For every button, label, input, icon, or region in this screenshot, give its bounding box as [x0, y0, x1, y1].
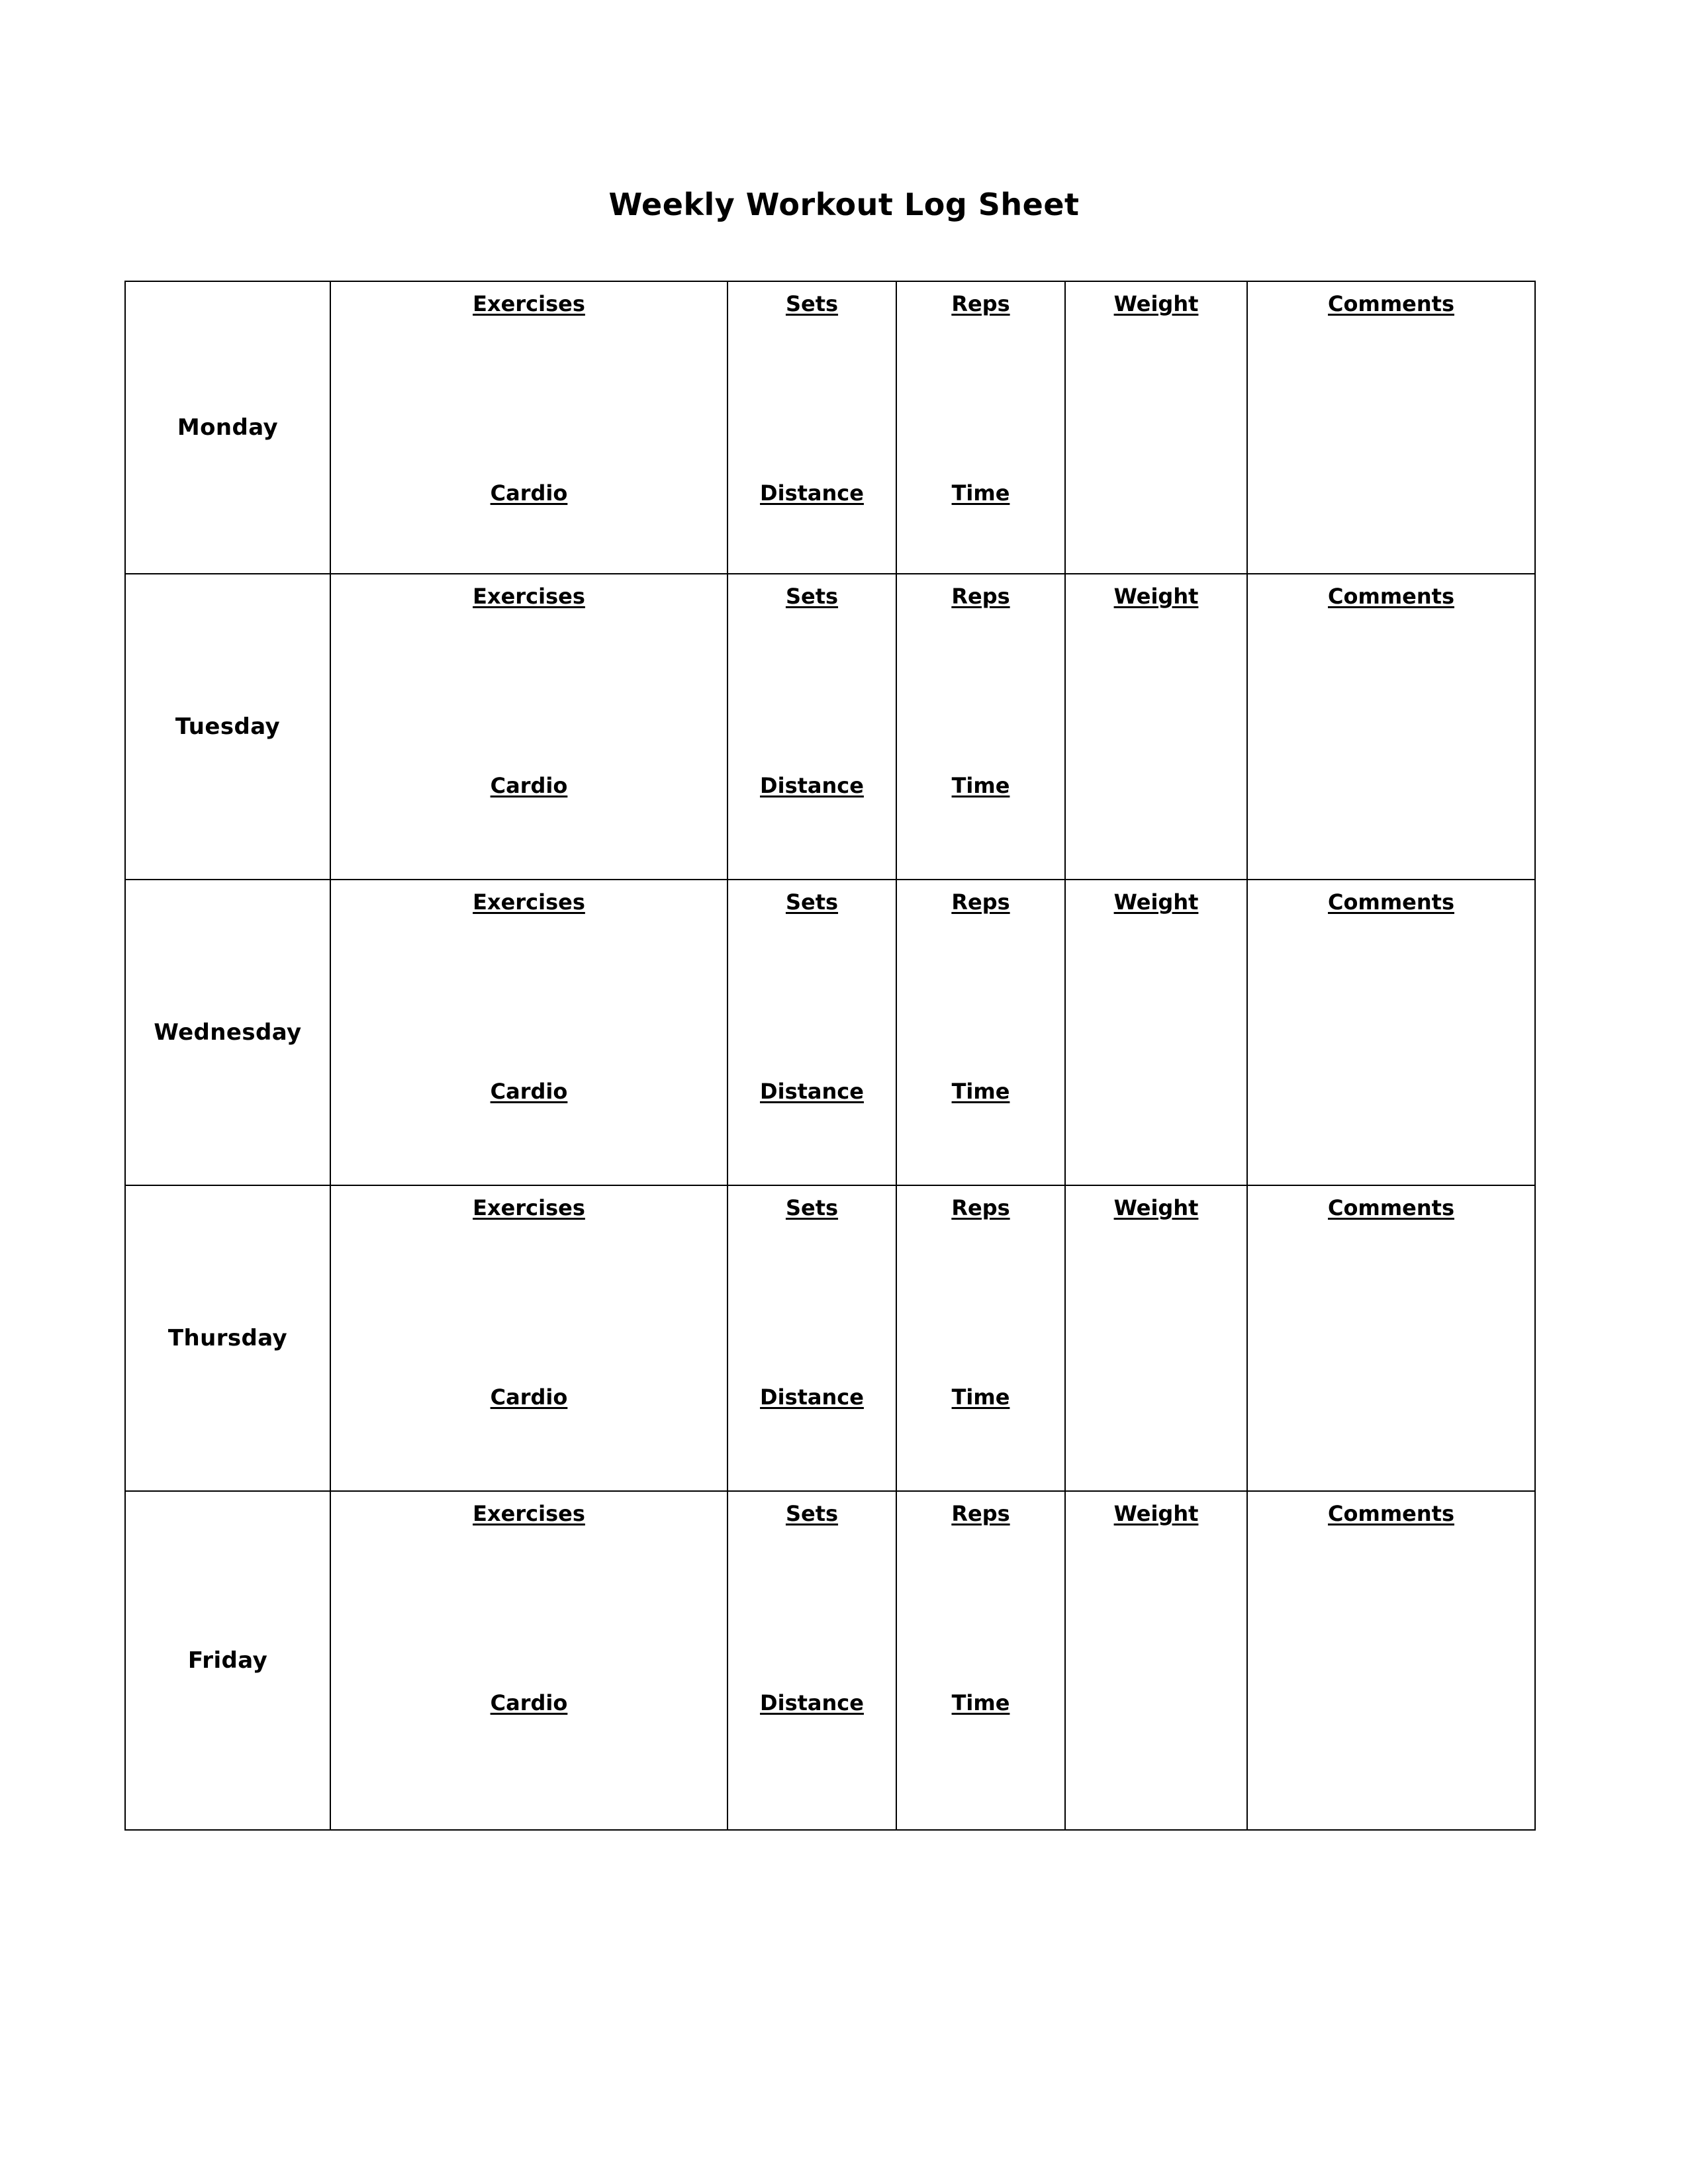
day-label: Tuesday: [175, 713, 281, 740]
column-header-time: Time: [951, 1079, 1010, 1104]
day-label: Monday: [177, 414, 279, 441]
reps-time-cell-tuesday[interactable]: [896, 574, 1065, 880]
day-label: Wednesday: [154, 1019, 302, 1046]
sets-distance-cell-wednesday[interactable]: [727, 880, 896, 1185]
day-cell-thursday: [125, 1185, 330, 1491]
column-header-weight: Weight: [1113, 889, 1199, 915]
table-row: [125, 880, 1535, 1185]
column-header-time: Time: [951, 1690, 1010, 1715]
column-header-sets: Sets: [785, 1501, 839, 1526]
day-label: Thursday: [167, 1325, 288, 1351]
column-header-reps: Reps: [951, 1195, 1010, 1220]
comments-cell-wednesday[interactable]: [1247, 880, 1535, 1185]
sets-distance-cell-friday[interactable]: [727, 1491, 896, 1830]
reps-time-cell-monday[interactable]: [896, 281, 1065, 574]
comments-cell-tuesday[interactable]: [1247, 574, 1535, 880]
column-header-distance: Distance: [760, 480, 864, 506]
weight-cell-monday[interactable]: [1065, 281, 1247, 574]
column-header-exercises: Exercises: [473, 889, 585, 915]
column-header-weight: Weight: [1113, 291, 1199, 316]
column-header-sets: Sets: [785, 291, 839, 316]
column-header-exercises: Exercises: [473, 1501, 585, 1526]
weight-cell-thursday[interactable]: [1065, 1185, 1247, 1491]
column-header-reps: Reps: [951, 1501, 1010, 1526]
column-header-time: Time: [951, 1385, 1010, 1410]
sets-distance-cell-tuesday[interactable]: [727, 574, 896, 880]
column-header-sets: Sets: [785, 584, 839, 609]
table-row: [125, 281, 1535, 574]
exercises-cardio-cell-friday[interactable]: [330, 1491, 727, 1830]
table-row: [125, 574, 1535, 880]
column-header-weight: Weight: [1113, 1195, 1199, 1220]
weight-cell-tuesday[interactable]: [1065, 574, 1247, 880]
column-header-weight: Weight: [1113, 1501, 1199, 1526]
comments-cell-monday[interactable]: [1247, 281, 1535, 574]
column-header-distance: Distance: [760, 1690, 864, 1715]
column-header-cardio: Cardio: [490, 1385, 568, 1410]
column-header-distance: Distance: [760, 1385, 864, 1410]
exercises-cardio-cell-wednesday[interactable]: [330, 880, 727, 1185]
column-header-comments: Comments: [1328, 1195, 1454, 1220]
day-label: Friday: [187, 1647, 268, 1674]
column-header-cardio: Cardio: [490, 773, 568, 798]
day-cell-friday: [125, 1491, 330, 1830]
day-cell-tuesday: [125, 574, 330, 880]
exercises-cardio-cell-thursday[interactable]: [330, 1185, 727, 1491]
day-cell-wednesday: [125, 880, 330, 1185]
column-header-time: Time: [951, 480, 1010, 506]
comments-cell-friday[interactable]: [1247, 1491, 1535, 1830]
weight-cell-wednesday[interactable]: [1065, 880, 1247, 1185]
column-header-exercises: Exercises: [473, 291, 585, 316]
comments-cell-thursday[interactable]: [1247, 1185, 1535, 1491]
column-header-cardio: Cardio: [490, 1690, 568, 1715]
column-header-time: Time: [951, 773, 1010, 798]
sets-distance-cell-thursday[interactable]: [727, 1185, 896, 1491]
column-header-comments: Comments: [1328, 1501, 1454, 1526]
column-header-distance: Distance: [760, 773, 864, 798]
table-row: [125, 1491, 1535, 1830]
column-header-comments: Comments: [1328, 291, 1454, 316]
column-header-cardio: Cardio: [490, 1079, 568, 1104]
column-header-cardio: Cardio: [490, 480, 568, 506]
column-header-reps: Reps: [951, 584, 1010, 609]
column-header-distance: Distance: [760, 1079, 864, 1104]
exercises-cardio-cell-tuesday[interactable]: [330, 574, 727, 880]
page-title: Weekly Workout Log Sheet: [608, 187, 1080, 222]
exercises-cardio-cell-monday[interactable]: [330, 281, 727, 574]
sets-distance-cell-monday[interactable]: [727, 281, 896, 574]
column-header-comments: Comments: [1328, 584, 1454, 609]
weight-cell-friday[interactable]: [1065, 1491, 1247, 1830]
column-header-exercises: Exercises: [473, 584, 585, 609]
column-header-sets: Sets: [785, 889, 839, 915]
table-row: [125, 1185, 1535, 1491]
reps-time-cell-thursday[interactable]: [896, 1185, 1065, 1491]
column-header-weight: Weight: [1113, 584, 1199, 609]
column-header-reps: Reps: [951, 889, 1010, 915]
reps-time-cell-wednesday[interactable]: [896, 880, 1065, 1185]
column-header-reps: Reps: [951, 291, 1010, 316]
column-header-exercises: Exercises: [473, 1195, 585, 1220]
column-header-comments: Comments: [1328, 889, 1454, 915]
day-cell-monday: [125, 281, 330, 574]
workout-log-table: [124, 281, 1536, 1831]
reps-time-cell-friday[interactable]: [896, 1491, 1065, 1830]
column-header-sets: Sets: [785, 1195, 839, 1220]
